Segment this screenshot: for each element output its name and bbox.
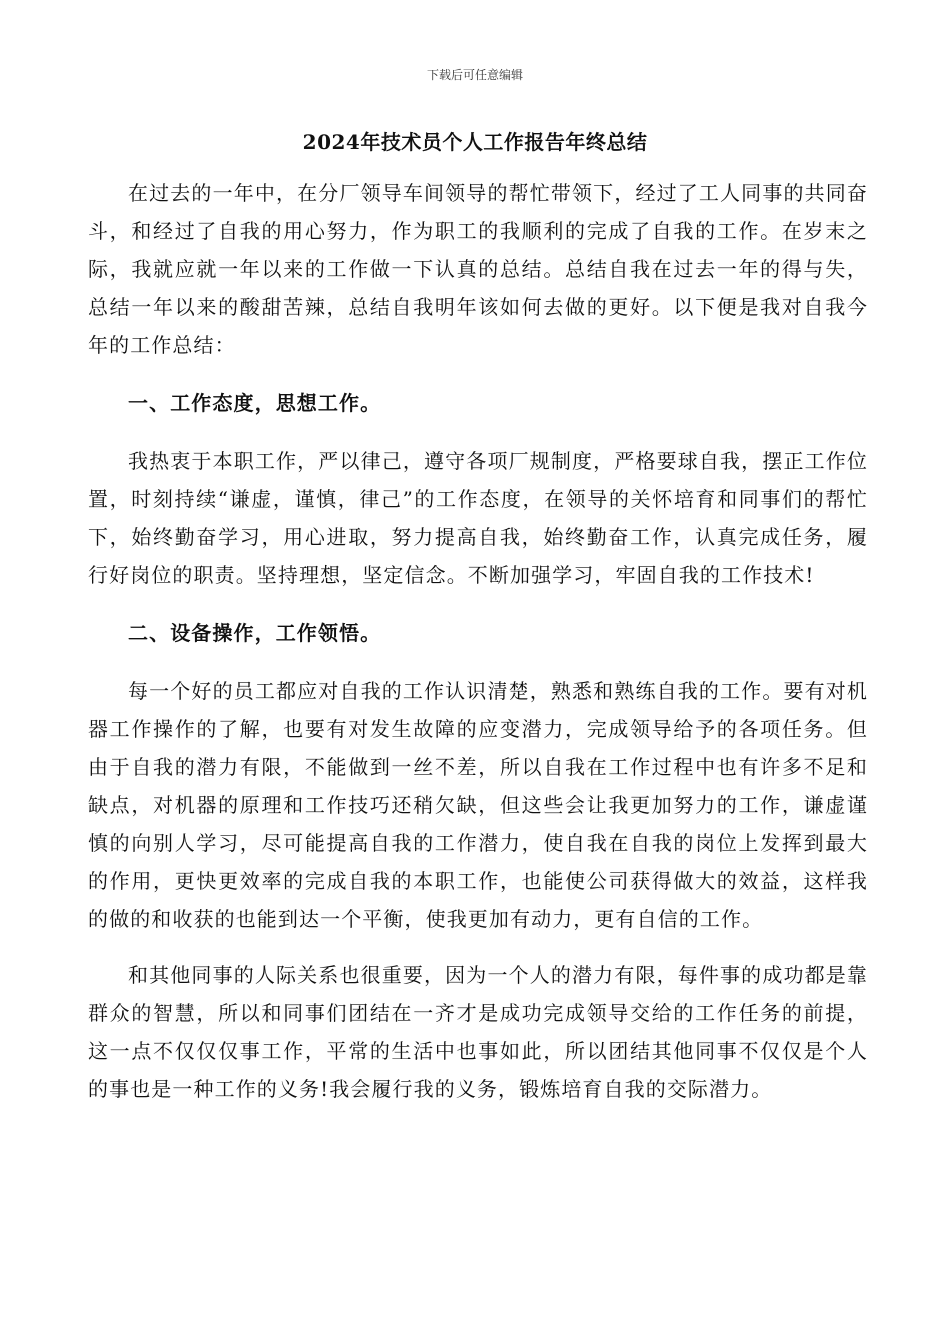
paragraph-attitude: 我热衷于本职工作，严以律己，遵守各项厂规制度，严格要球自我，摆正工作位置，时刻持续“谦虚，谨慎，律己”的工作态度，在领导的关怀培育和同事们的帮忙下，始终勤奋学习，用心进取，努力提高自我，始终勤奋工作，认真完成任务，履行好岗位的职责。坚持理想，坚定信念。不断加强学习，牢固自我的工作技术! <box>88 449 868 587</box>
document-title: 2024年技术员个人工作报告年终总结 <box>302 130 648 154</box>
paragraph-equipment: 每一个好的员工都应对自我的工作认识清楚，熟悉和熟练自我的工作。要有对机器工作操作的了解，也要有对发生故障的应变潜力，完成领导给予的各项任务。但由于自我的潜力有限，不能做到一丝不差，所以自我在工作过程中也有许多不足和缺点，对机器的原理和工作技巧还稍欠缺，但这些会让我更加努力的工作，谦虚谨慎的向别人学习，尽可能提高自我的工作潜力，使自我在自我的岗位上发挥到最大的作用，更快更效率的完成自我的本职工作，也能使公司获得做大的效益，这样我的做的和收获的也能到达一个平衡，使我更加有动力，更有自信的工作。 <box>88 679 868 931</box>
section-heading-2: 二、设备操作，工作领悟。 <box>128 621 382 645</box>
section-heading-1: 一、工作态度，思想工作。 <box>128 391 382 415</box>
paragraph-intro: 在过去的一年中，在分厂领导车间领导的帮忙带领下，经过了工人同事的共同奋斗，和经过了自我的用心努力，作为职工的我顺利的完成了自我的工作。在岁末之际，我就应就一年以来的工作做一下认真的总结。总结自我在过去一年的得与失，总结一年以来的酸甜苦辣，总结自我明年该如何去做的更好。以下便是我对自我今年的工作总结： <box>88 181 868 357</box>
document-body <box>88 174 868 1126</box>
header-note: 下载后可任意编辑 <box>426 68 523 82</box>
paragraph-relations: 和其他同事的人际关系也很重要，因为一个人的潜力有限，每件事的成功都是靠群众的智慧，所以和同事们团结在一齐才是成功完成领导交给的工作任务的前提，这一点不仅仅仅事工作，平常的生活中也事如此，所以团结其他同事不仅仅是个人的事也是一种工作的义务!我会履行我的义务，锻炼培育自我的交际潜力。 <box>88 963 868 1101</box>
